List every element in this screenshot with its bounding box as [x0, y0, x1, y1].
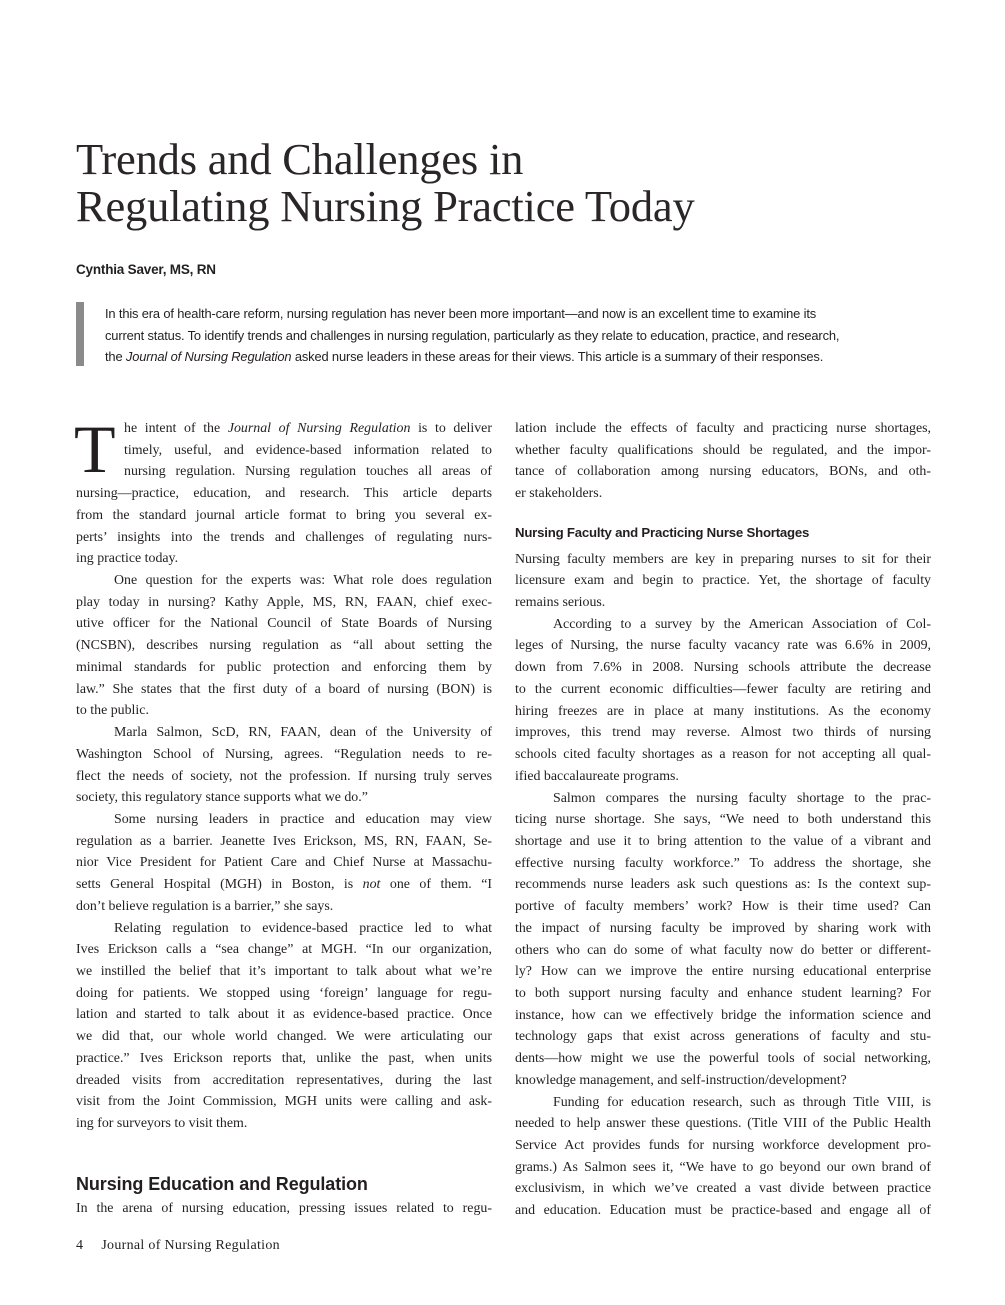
abstract-line: In this era of health-care reform, nursing regulation has never been more important—and now is an excellent time to examine its — [105, 306, 817, 321]
body-line: practice.” Ives Erickson reports that, unlike the past, when units — [76, 1050, 492, 1066]
page-footer — [76, 1238, 280, 1254]
body-line: Ives Erickson calls a “sea change” at MGH. “In our organization, — [76, 942, 492, 958]
body-line: don’t believe regulation is a barrier,” she says. — [76, 898, 334, 914]
spacer — [515, 505, 931, 519]
body-line: to the current economic difficulties—fewer faculty are retiring and — [515, 681, 931, 697]
body-line: hiring freezes are in place at many institutions. As the economy — [515, 703, 931, 719]
body-line: ing practice today. — [76, 551, 179, 567]
body-line: Salmon compares the nursing faculty shortage to the prac- — [553, 790, 931, 806]
body-line: grams.) As Salmon sees it, “We have to go beyond our own brand of — [515, 1159, 931, 1175]
body-line: ly? How can we improve the entire nursing educational enterprise — [515, 964, 931, 980]
subheading: Nursing Faculty and Practicing Nurse Shortages — [515, 524, 810, 540]
body-line: nursing—practice, education, and research. This article departs — [76, 486, 492, 502]
body-line: instance, how can we effectively bridge the information science and — [515, 1007, 931, 1023]
body-line: lation and started to talk about it as evidence-based practice. Once — [76, 1007, 492, 1023]
body-text: setts General Hospital (MGH) in Boston, is — [76, 877, 354, 893]
body-line: shortage and use it to bring attention to the value of a vibrant and — [515, 833, 931, 849]
body-line: er stakeholders. — [515, 486, 603, 502]
body-line: law.” She states that the first duty of a board of nursing (BON) is — [76, 681, 492, 697]
title-line: Regulating Nursing Practice Today — [76, 181, 695, 231]
page-number: 4 — [76, 1238, 84, 1253]
body-line: to both support nursing faculty and enhance student learning? For — [515, 985, 931, 1001]
right-column — [515, 418, 931, 1222]
body-line: flect the needs of society, not the profession. If nursing truly serves — [76, 768, 492, 784]
emphasis-italic: not — [362, 877, 381, 893]
title-line: Trends and Challenges in — [76, 134, 524, 184]
body-line: exclusivism, in which we’ve created a vast divide between practice — [515, 1181, 931, 1197]
body-line: dents—how might we use the powerful tools of social networking, — [515, 1051, 931, 1067]
body-line — [76, 874, 492, 896]
body-line: minimal standards for public protection and enforcing them by — [76, 659, 492, 675]
body-line: and education. Education must be practice-based and engage all of — [515, 1203, 931, 1219]
body-line: needed to help answer these questions. (Title VIII of the Public Health — [515, 1116, 931, 1132]
body-line: remains serious. — [515, 595, 606, 611]
body-line: Nursing faculty members are key in preparing nurses to sit for their — [515, 551, 931, 567]
body-text: he intent of the — [124, 421, 221, 436]
body-line: we instilled the belief that it’s important to talk about what we’re — [76, 963, 492, 979]
body-line: ified baccalaureate programs. — [515, 768, 679, 784]
body-line: ing for surveyors to visit them. — [76, 1116, 248, 1131]
body-line: improves, this trend may reverse. Almost two thirds of nursing — [515, 725, 931, 741]
body-line: from the standard journal article format to bring you several ex- — [76, 507, 492, 523]
body-text: is to deliver — [418, 421, 492, 436]
body-line: play today in nursing? Kathy Apple, MS, RN, FAAN, chief exec- — [76, 594, 492, 610]
body-line: knowledge management, and self-instruction/development? — [515, 1072, 847, 1088]
body-text: one of them. “I — [389, 877, 492, 893]
section-heading: Nursing Education and Regulation — [76, 1174, 368, 1194]
body-line: Washington School of Nursing, agrees. “Regulation needs to re- — [76, 746, 492, 762]
body-line: ticing nurse shortage. She says, “We need to both understand this — [515, 812, 931, 828]
body-line: others who can do some of what faculty now do better or different- — [515, 942, 931, 958]
body-line: tance of collaboration among nursing educators, BONs, and oth- — [515, 464, 931, 480]
footer-journal-name: Journal of Nursing Regulation — [101, 1238, 280, 1253]
body-line: utive officer for the National Council of State Boards of Nursing — [76, 616, 492, 632]
journal-name-italic: Journal of Nursing Regulation — [227, 421, 411, 436]
body-line: Funding for education research, such as through Title VIII, is — [553, 1094, 931, 1110]
journal-name-italic: Journal of Nursing Regulation — [125, 349, 292, 364]
body-line: dreaded visits from accreditation representatives, during the last — [76, 1072, 492, 1088]
body-line: Some nursing leaders in practice and education may view — [114, 811, 492, 827]
body-line: lation include the effects of faculty and practicing nurse shortages, — [515, 421, 931, 436]
body-line: nior Vice President for Patient Care and Chief Nurse at Massachu- — [76, 855, 492, 871]
body-line: we did that, our whole world changed. We were articulating our — [76, 1029, 492, 1045]
body-line: licensure exam and begin to practice. Yet, the shortage of faculty — [515, 573, 931, 589]
body-line: Marla Salmon, ScD, RN, FAAN, dean of the University of — [114, 725, 492, 741]
abstract-text: asked nurse leaders in these areas for their views. This article is a summary of their responses. — [294, 349, 824, 364]
article-title — [76, 136, 936, 230]
left-column — [74, 411, 492, 1135]
body-line: down from 7.6% in 2008. Nursing schools attribute the decrease — [515, 660, 931, 676]
abstract-line — [105, 346, 933, 368]
body-line: One question for the experts was: What role does regulation — [114, 573, 492, 589]
body-line: recommends nurse leaders ask such questions as: Is the context sup- — [515, 877, 931, 893]
body-line: the impact of nursing faculty be improved by sharing work with — [515, 920, 931, 936]
abstract-accent-bar — [76, 302, 84, 366]
body-line: timely, useful, and evidence-based information related to — [124, 442, 492, 458]
body-line: whether faculty qualifications should be regulated, and the impor- — [515, 442, 931, 458]
body-line: society, this regulatory stance supports what we do.” — [76, 790, 368, 806]
author-byline: Cynthia Saver, MS, RN — [76, 262, 216, 277]
body-line: portive of faculty members’ work? How is their time used? Can — [515, 899, 931, 915]
body-line: In the arena of nursing education, pressing issues related to regu- — [76, 1201, 492, 1216]
abstract — [105, 303, 933, 368]
body-line: effective nursing faculty workforce.” To address the shortage, she — [515, 855, 931, 871]
body-line: Service Act provides funds for nursing workforce development pro- — [515, 1138, 931, 1153]
body-line: schools cited faculty shortages as a reason for not accepting all qual- — [515, 747, 931, 763]
body-line: visit from the Joint Commission, MGH units were calling and ask- — [76, 1094, 492, 1110]
body-line: Relating regulation to evidence-based practice led to what — [114, 920, 492, 936]
abstract-line: current status. To identify trends and challenges in nursing regulation, particularly as they relate to education, practice, and research, — [105, 327, 840, 343]
body-line — [76, 418, 492, 440]
abstract-text: the — [105, 349, 123, 364]
body-line: leges of Nursing, the nurse faculty vacancy rate was 6.6% in 2009, — [515, 638, 931, 654]
drop-cap: T — [74, 411, 116, 487]
body-line: nursing regulation. Nursing regulation touches all areas of — [124, 464, 492, 480]
body-line: doing for patients. We stopped using ‘foreign’ language for regu- — [76, 985, 492, 1001]
body-line: regulation as a barrier. Jeanette Ives Erickson, MS, RN, FAAN, Se- — [76, 833, 492, 849]
body-line: (NCSBN), describes nursing regulation as “all about setting the — [76, 638, 492, 654]
body-line: According to a survey by the American Association of Col- — [553, 616, 931, 632]
body-line: technology gaps that exist across generations of faculty and stu- — [515, 1029, 931, 1045]
body-line: perts’ insights into the trends and challenges of regulating nurs- — [76, 529, 492, 545]
body-line: to the public. — [76, 703, 149, 719]
